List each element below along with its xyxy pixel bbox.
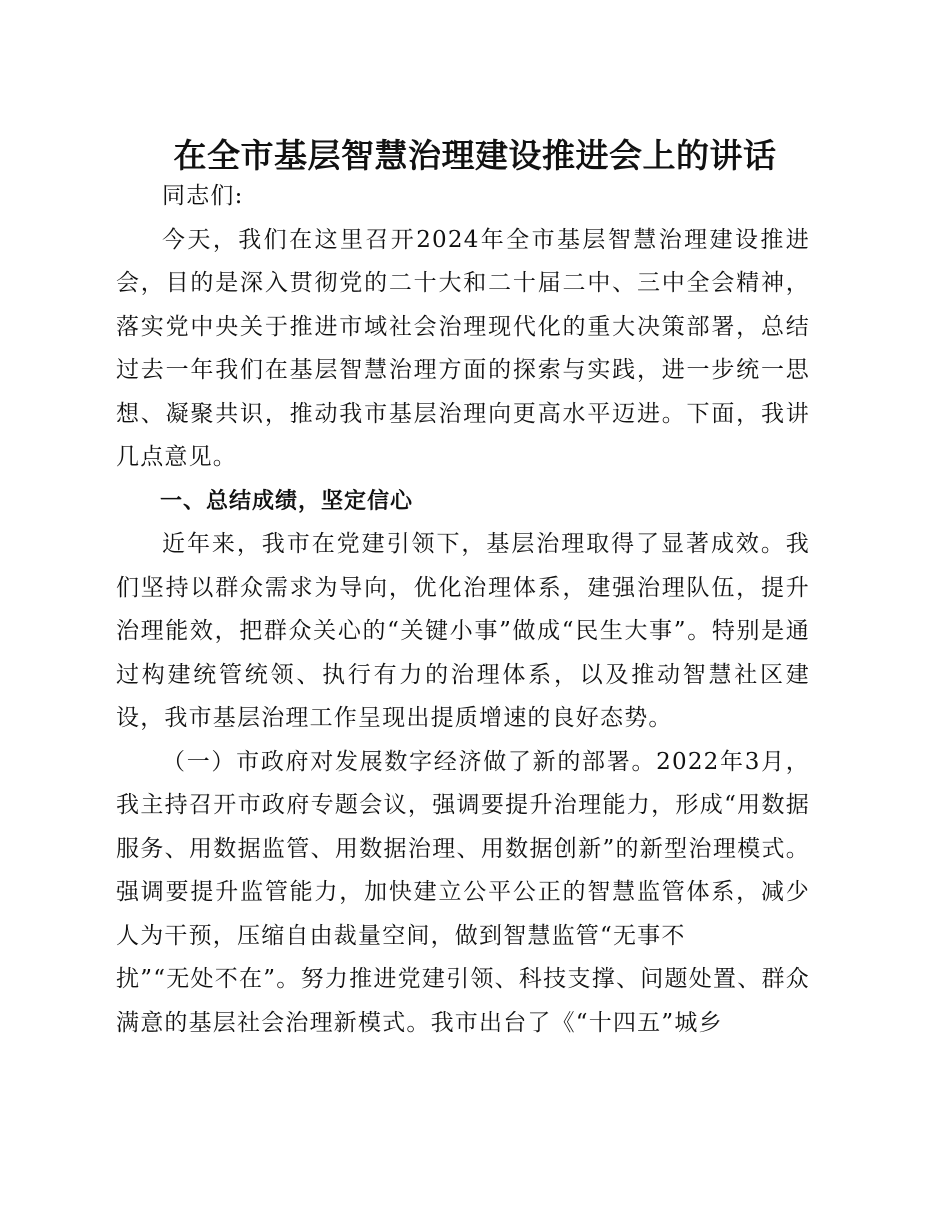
subsection-1-paragraph	[116, 741, 810, 1046]
document-title: 在全市基层智慧治理建设推进会上的讲话	[173, 136, 777, 175]
salutation: 同志们:	[162, 183, 244, 209]
subsection-1-text-part-1: （一）市政府对发展数字经济做了新的部署。2022年3月，我主持召开市政府专题会议，强调要提升治理能力，形成“用数据服务、用数据监管、用数据治理、用数据创新”的新型治理模式。强调要提升监管能力，加快建立公平公正的智慧监管体系，减少人为干预，压缩自由裁量空间，做到智慧监管“无事不	[116, 748, 810, 949]
section-heading-1: 一、总结成绩，坚定信心	[160, 488, 414, 514]
subsection-1-text-part-2: 扰”“无处不在”。努力推进党建引领、科技支撑、问题处置、群众满意的基层社会治理新模式。我市出台了《“十四五”城乡	[116, 966, 810, 1036]
document-body	[116, 175, 810, 1045]
intro-paragraph: 今天，我们在这里召开2024年全市基层智慧治理建设推进会，目的是深入贯彻党的二十大和二十届二中、三中全会精神，落实党中央关于推进市域社会治理现代化的重大决策部署，总结过去一年我们在基层智慧治理方面的探索与实践，进一步统一思想、凝聚共识，推动我市基层治理向更高水平迈进。下面，我讲几点意见。	[116, 226, 810, 470]
section-1-paragraph: 近年来，我市在党建引领下，基层治理取得了显著成效。我们坚持以群众需求为导向，优化治理体系，建强治理队伍，提升治理能效，把群众关心的“关键小事”做成“民生大事”。特别是通过构建统管统领、执行有力的治理体系，以及推动智慧社区建设，我市基层治理工作呈现出提质增速的良好态势。	[116, 531, 810, 731]
